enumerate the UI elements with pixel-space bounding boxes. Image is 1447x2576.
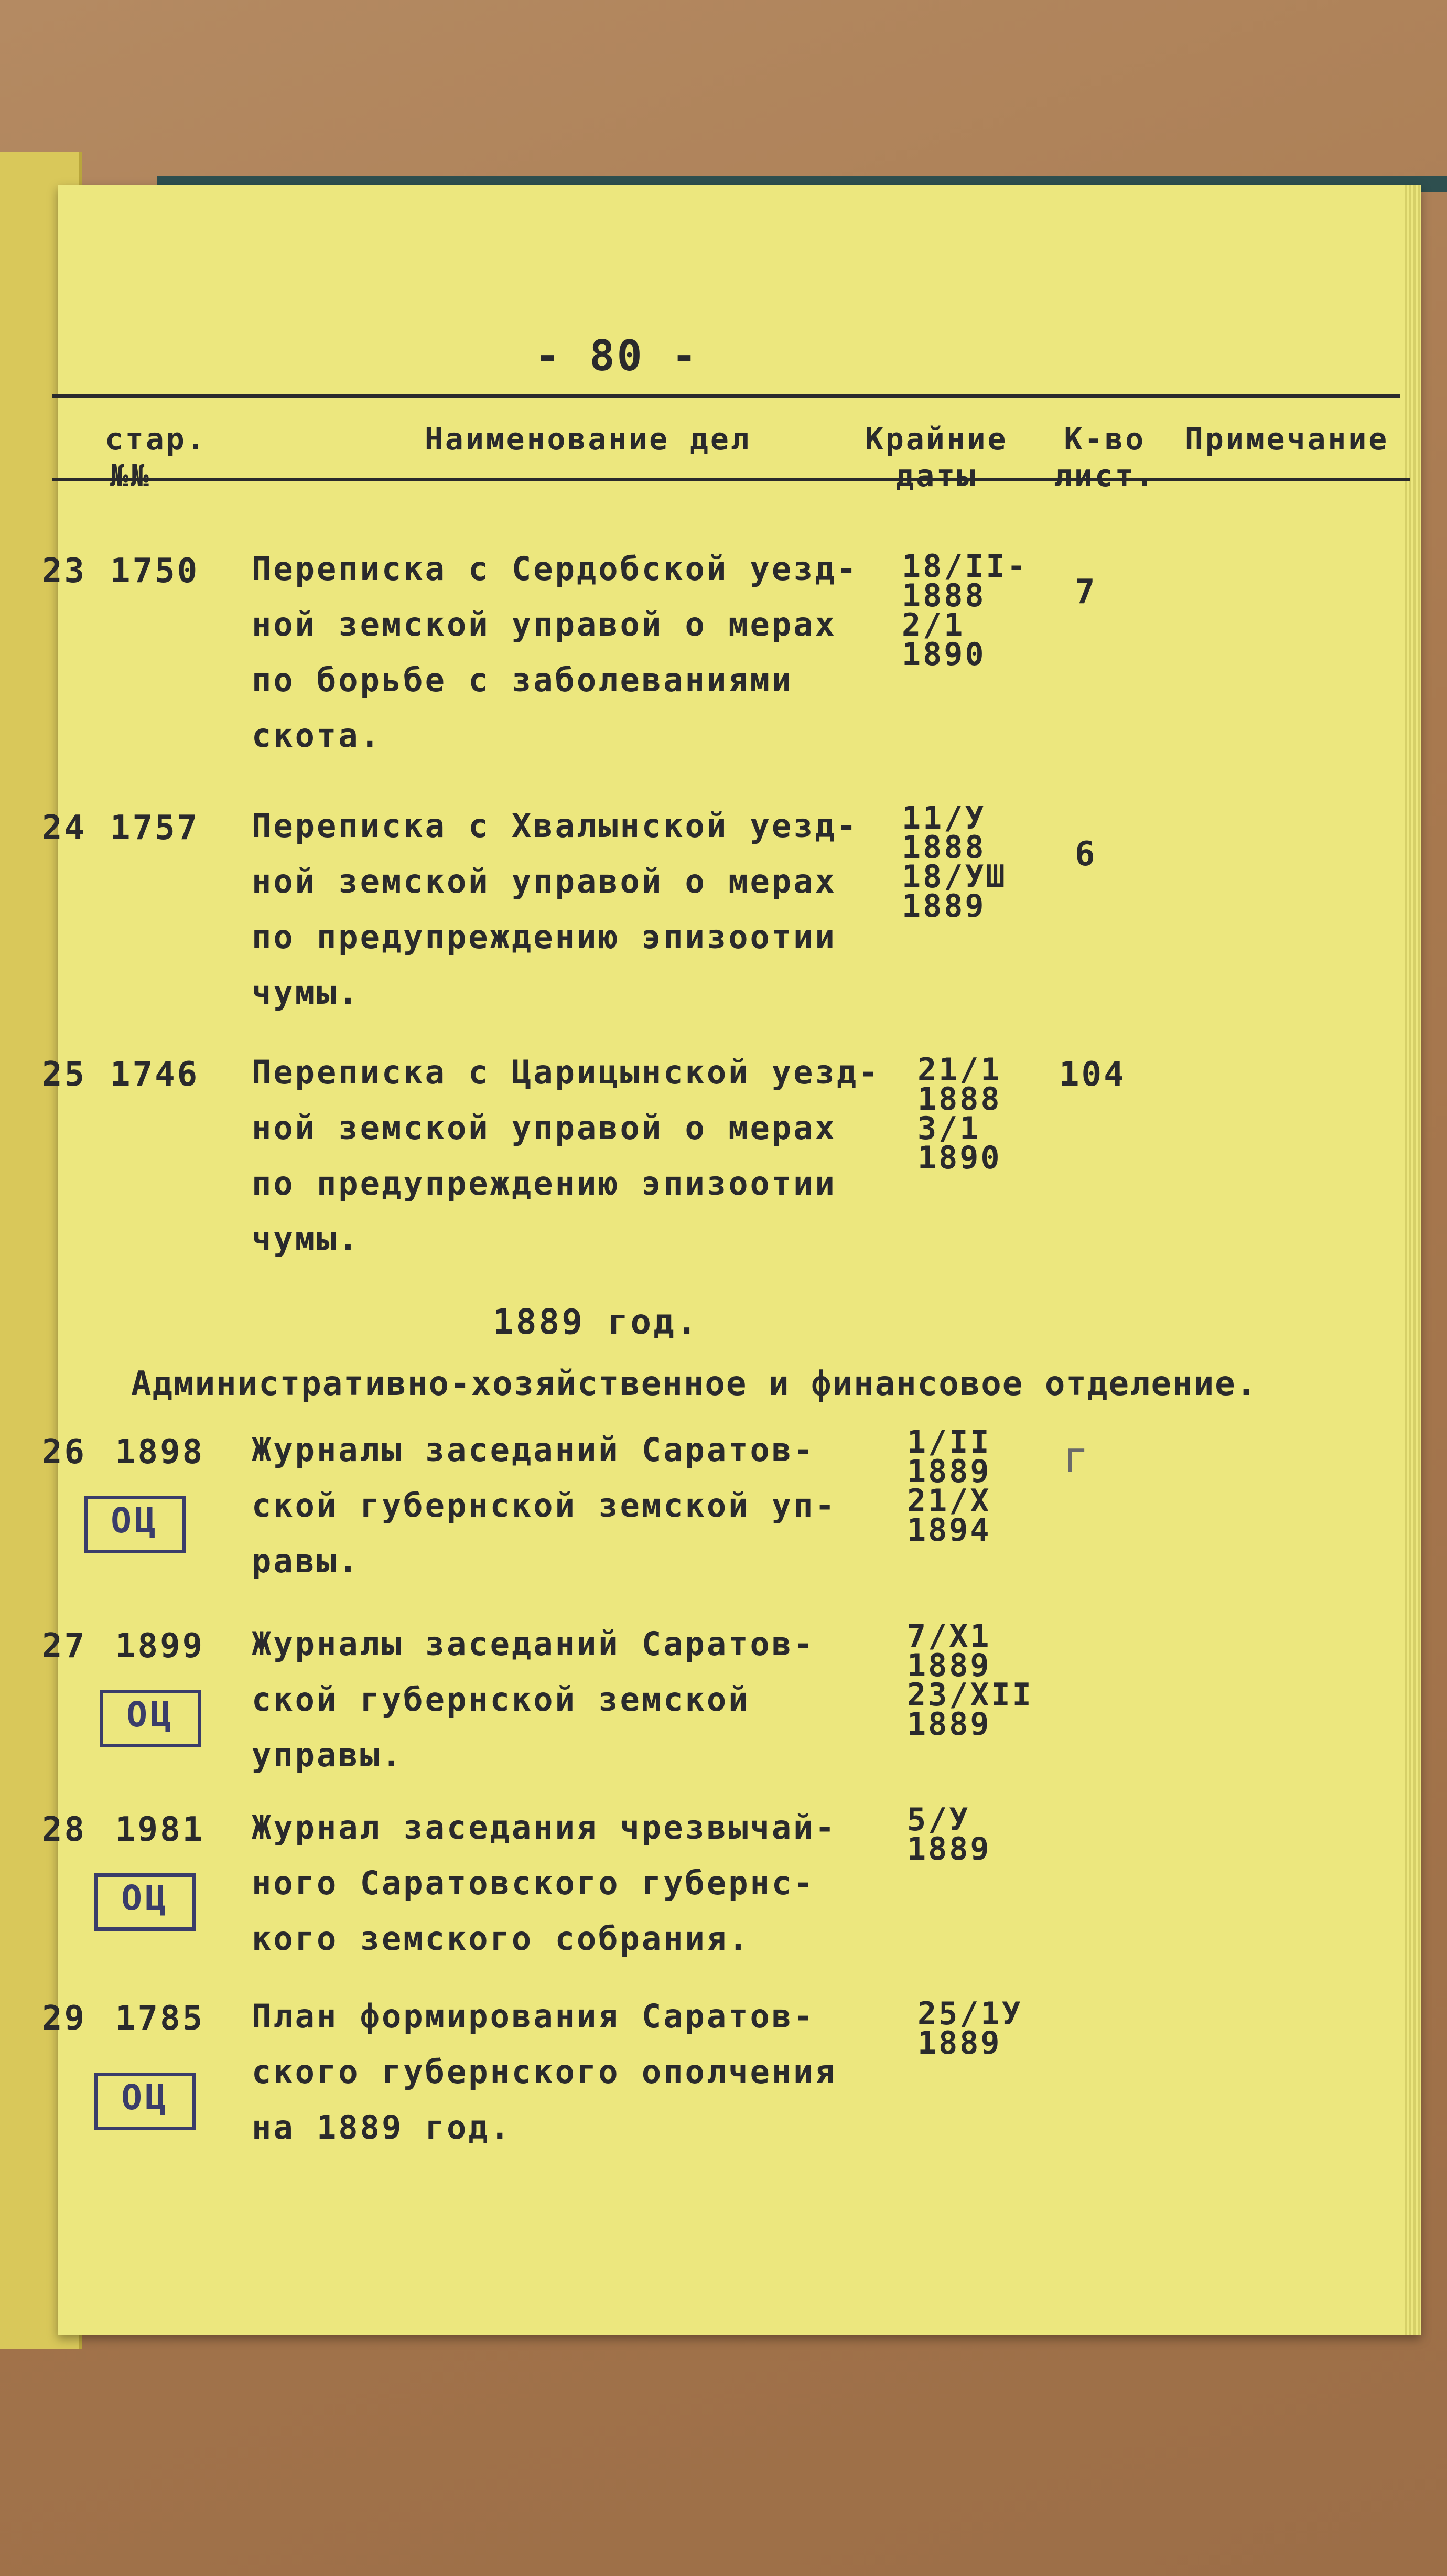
entry-title-line: ского губернского ополчения xyxy=(252,2053,837,2091)
header-note: Примечание xyxy=(1185,421,1389,457)
entry-title-line: по борьбе с заболеваниями xyxy=(252,661,794,699)
entry-dates xyxy=(917,1051,1002,1176)
entry-title-line: кого земского собрания. xyxy=(252,1919,750,1958)
header-dates-line: Крайние xyxy=(865,421,1008,457)
entry-old-number: 1899 xyxy=(115,1627,205,1666)
entry-date-line: 18/II- xyxy=(902,548,1028,585)
header-count-line: лист. xyxy=(1054,458,1156,493)
entry-index: 26 xyxy=(42,1433,87,1472)
entry-index: 28 xyxy=(42,1810,87,1849)
entry-title-line: Переписка с Хвалынской уезд- xyxy=(252,807,859,845)
oc-stamp: ОЦ xyxy=(94,2073,196,2130)
entry-title xyxy=(252,541,858,764)
entry-date-line: 23/ХII xyxy=(907,1677,1033,1713)
entry-date-line: 1889 xyxy=(902,888,986,925)
entry-title-line: на 1889 год. xyxy=(252,2108,512,2146)
header-name: Наименование дел xyxy=(425,421,751,457)
entry-title-line: План формирования Саратов- xyxy=(252,1997,815,2035)
entry-date-line: 21/1 xyxy=(917,1051,1002,1088)
header-count-line: К-во xyxy=(1064,421,1146,457)
section-heading: Административно-хозяйственное и финансовое отделение. xyxy=(131,1365,1258,1403)
entry-date-line: 1890 xyxy=(917,1140,1002,1176)
header-count xyxy=(1054,421,1156,494)
entry-sheet-count: 7 xyxy=(1075,573,1097,611)
entry-title-line: скота. xyxy=(252,716,382,755)
entry-dates xyxy=(902,548,1028,673)
entry-title-line: чумы. xyxy=(252,973,360,1012)
entry-index: 25 xyxy=(42,1055,87,1094)
entry-title-line: чумы. xyxy=(252,1220,360,1258)
document-page xyxy=(42,185,1421,2335)
header-dates xyxy=(865,421,1008,494)
entry-title-line: Журнал заседания чрезвычай- xyxy=(252,1808,837,1847)
oc-stamp: ОЦ xyxy=(84,1496,186,1553)
entry-index: 24 xyxy=(42,809,87,847)
entry-index: 23 xyxy=(42,552,87,591)
header-dates-line: даты xyxy=(895,458,978,493)
entry-date-line: 1888 xyxy=(902,829,986,866)
entry-index: 27 xyxy=(42,1627,87,1666)
entry-date-line: 11/У xyxy=(902,800,986,836)
entry-date-line: 1890 xyxy=(902,636,986,673)
entry-title-line: ной земской управой о мерах xyxy=(252,1109,837,1147)
entry-index: 29 xyxy=(42,1999,87,2038)
entry-old-number: 1746 xyxy=(110,1055,200,1094)
entry-title-line: ской губернской земской уп- xyxy=(252,1486,837,1525)
entry-title-line: по предупреждению эпизоотии xyxy=(252,1164,837,1203)
entry-title-line: ской губернской земской xyxy=(252,1680,750,1719)
entry-dates xyxy=(907,1618,1033,1743)
entry-sheet-count: 104 xyxy=(1059,1055,1126,1094)
entry-title-line: Переписка с Царицынской уезд- xyxy=(252,1053,880,1091)
entry-date-line: 3/1 xyxy=(917,1110,981,1147)
entry-date-line: 2/1 xyxy=(902,607,965,643)
entry-dates xyxy=(907,1424,991,1549)
entry-title-line: управы. xyxy=(252,1736,404,1774)
entry-date-line: 1889 xyxy=(907,1647,991,1684)
entry-title xyxy=(252,1800,837,1967)
entry-date-line: 1888 xyxy=(917,1081,1002,1118)
entry-date-line: 1889 xyxy=(917,2025,1002,2062)
entry-date-line: 5/У xyxy=(907,1801,970,1838)
entry-title xyxy=(252,798,858,1021)
entry-title xyxy=(252,1422,837,1589)
entry-title-line: ной земской управой о мерах xyxy=(252,605,837,643)
entry-date-line: 1889 xyxy=(907,1706,991,1743)
header-rule-top xyxy=(52,394,1400,398)
entry-old-number: 1981 xyxy=(115,1810,205,1849)
entry-title-line: равы. xyxy=(252,1542,360,1580)
entry-date-line: 1889 xyxy=(907,1453,991,1490)
entry-date-line: 21/Х xyxy=(907,1483,991,1519)
entry-title-line: ной земской управой о мерах xyxy=(252,862,837,900)
entry-old-number: 1750 xyxy=(110,552,200,591)
page-stack-edge xyxy=(1405,185,1421,2335)
pencil-note: г xyxy=(1064,1433,1087,1482)
header-rule-bottom xyxy=(52,478,1410,481)
entry-date-line: 25/1У xyxy=(917,1995,1023,2032)
entry-date-line: 7/Х1 xyxy=(907,1618,991,1655)
entry-title xyxy=(252,1989,837,2155)
year-heading: 1889 год. xyxy=(493,1302,699,1342)
entry-title-line: Переписка с Сердобской уезд- xyxy=(252,550,859,588)
entry-old-number: 1898 xyxy=(115,1433,205,1472)
entry-title-line: Журналы заседаний Саратов- xyxy=(252,1625,815,1663)
oc-stamp: ОЦ xyxy=(94,1873,196,1931)
entry-date-line: 18/УШ xyxy=(902,858,1007,895)
page-number: - 80 - xyxy=(535,331,699,380)
entry-date-line: 1889 xyxy=(907,1831,991,1867)
header-old-number: стар. xyxy=(105,421,207,457)
entry-dates xyxy=(917,1995,1023,2062)
entry-old-number: 1785 xyxy=(115,1999,205,2038)
entry-title xyxy=(252,1616,815,1783)
entry-dates xyxy=(902,800,1007,925)
entry-sheet-count: 6 xyxy=(1075,835,1097,874)
entry-old-number: 1757 xyxy=(110,809,200,847)
entry-date-line: 1/II xyxy=(907,1424,991,1461)
oc-stamp: ОЦ xyxy=(100,1690,201,1747)
entry-date-line: 1894 xyxy=(907,1512,991,1549)
entry-title-line: ного Саратовского губернс- xyxy=(252,1864,815,1902)
entry-title xyxy=(252,1045,880,1267)
header-old-number-sub: №№ xyxy=(110,458,151,493)
entry-date-line: 1888 xyxy=(902,577,986,614)
entry-title-line: Журналы заседаний Саратов- xyxy=(252,1431,815,1469)
entry-dates xyxy=(907,1801,991,1867)
entry-title-line: по предупреждению эпизоотии xyxy=(252,918,837,956)
